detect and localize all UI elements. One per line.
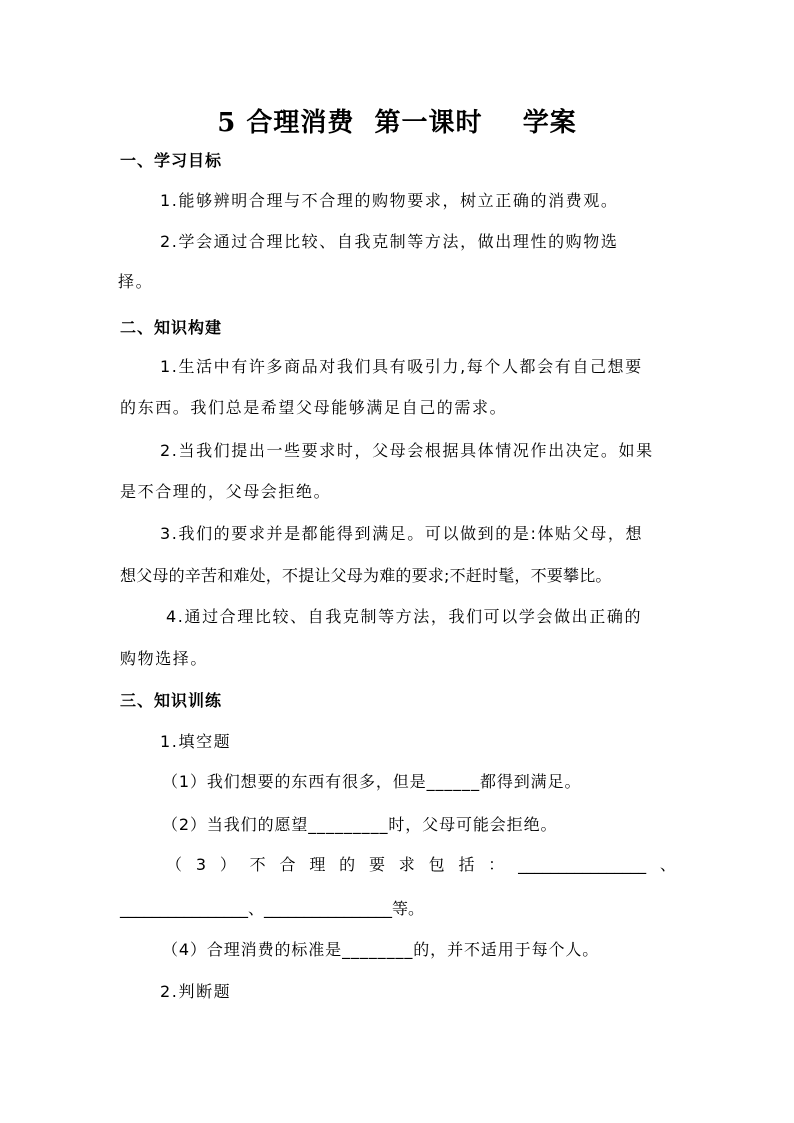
- knowledge-item-4-cont: 购物选择。: [120, 649, 209, 668]
- q3-char: ：: [488, 855, 505, 874]
- fill-blank-q3: [166, 855, 676, 875]
- section-heading-goals: 一、学习目标: [120, 151, 223, 170]
- fill-blank-label: 1.填空题: [160, 732, 232, 751]
- q3-char: 要: [368, 855, 385, 874]
- knowledge-item-2: 2.当我们提出一些要求时，父母会根据具体情况作出决定。如果: [160, 441, 654, 460]
- section-heading-practice: 三、知识训练: [120, 691, 223, 710]
- q3-char: 包: [428, 855, 445, 874]
- q3-char: 的: [339, 855, 356, 874]
- knowledge-item-2-cont: 是不合理的，父母会拒绝。: [120, 482, 332, 501]
- fill-blank-q3-cont: ________________、________________等。: [120, 899, 425, 918]
- q3-char: 合: [279, 855, 296, 874]
- q3-char: 、: [659, 855, 676, 874]
- q3-char: 括: [458, 855, 475, 874]
- fill-blank-q2: （2）当我们的愿望_________时，父母可能会拒绝。: [162, 815, 558, 834]
- goal-item-1: 1.能够辨明合理与不合理的购物要求，树立正确的消费观。: [160, 191, 619, 210]
- knowledge-item-3: 3.我们的要求并是都能得到满足。可以做到的是:体贴父母，想: [160, 524, 644, 543]
- knowledge-item-1: 1.生活中有许多商品对我们具有吸引力,每个人都会有自己想要: [160, 357, 643, 376]
- q3-blank: ________________: [518, 855, 647, 874]
- goal-item-2-cont: 择。: [118, 272, 154, 291]
- q3-char: ）: [219, 855, 236, 874]
- q3-char: 求: [398, 855, 415, 874]
- true-false-label: 2.判断题: [160, 982, 232, 1001]
- knowledge-item-4: 4.通过合理比较、自我克制等方法，我们可以学会做出正确的: [166, 607, 643, 626]
- goal-item-2: 2.学会通过合理比较、自我克制等方法，做出理性的购物选: [160, 232, 619, 251]
- knowledge-item-3-cont: 想父母的辛苦和难处，不提让父母为难的要求;不赶时髦，不要攀比。: [120, 566, 612, 585]
- q3-char: 3: [195, 855, 207, 874]
- fill-blank-q1: （1）我们想要的东西有很多，但是______都得到满足。: [162, 772, 582, 791]
- q3-char: （: [166, 855, 183, 874]
- section-heading-knowledge: 二、知识构建: [120, 318, 223, 337]
- knowledge-item-1-cont: 的东西。我们总是希望父母能够满足自己的需求。: [120, 398, 508, 417]
- q3-char: 不: [249, 855, 266, 874]
- q3-char: 理: [309, 855, 326, 874]
- fill-blank-q4: （4）合理消费的标准是________的，并不适用于每个人。: [162, 940, 600, 959]
- page-title: 5 合理消费 第一课时 学案: [217, 108, 577, 138]
